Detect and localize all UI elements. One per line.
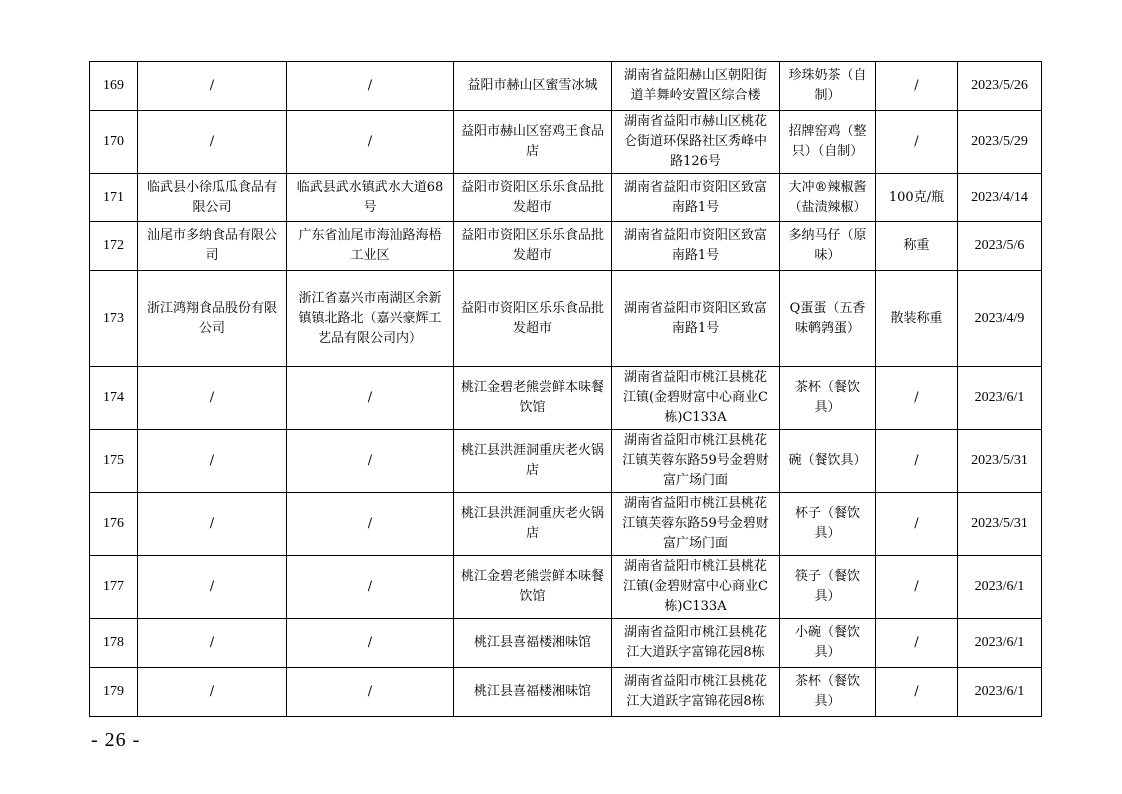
production-date-cell: 2023/6/1 — [958, 619, 1042, 668]
production-date-cell: 2023/4/9 — [958, 271, 1042, 367]
producer-name-cell: 临武县小徐瓜瓜食品有限公司 — [138, 174, 287, 222]
producer-address-cell: / — [287, 619, 454, 668]
product-name-cell: Q蛋蛋（五香味鹌鹑蛋） — [780, 271, 876, 367]
table-row — [90, 430, 1042, 493]
producer-name-cell: / — [138, 430, 287, 493]
producer-name-cell: / — [138, 619, 287, 668]
row-number-cell: 172 — [90, 222, 138, 271]
seller-name-cell: 桃江金碧老熊尝鲜本味餐饮馆 — [454, 556, 612, 619]
producer-address-cell: / — [287, 62, 454, 111]
specification-cell: 散装称重 — [876, 271, 958, 367]
producer-name-cell: 汕尾市多纳食品有限公司 — [138, 222, 287, 271]
seller-address-cell: 湖南省益阳赫山区朝阳街道羊舞岭安置区综合楼 — [612, 62, 780, 111]
seller-address-cell: 湖南省益阳市桃江县桃花江大道跃字富锦花园8栋 — [612, 668, 780, 717]
producer-name-cell: / — [138, 556, 287, 619]
seller-address-cell: 湖南省益阳市资阳区致富南路1号 — [612, 271, 780, 367]
production-date-cell: 2023/5/26 — [958, 62, 1042, 111]
seller-address-cell: 湖南省益阳市桃江县桃花江镇(金碧财富中心商业C栋)C133A — [612, 367, 780, 430]
production-date-cell: 2023/6/1 — [958, 556, 1042, 619]
seller-name-cell: 益阳市资阳区乐乐食品批发超市 — [454, 222, 612, 271]
table-row — [90, 174, 1042, 222]
row-number-cell: 174 — [90, 367, 138, 430]
producer-name-cell: / — [138, 668, 287, 717]
production-date-cell: 2023/5/6 — [958, 222, 1042, 271]
product-name-cell: 大冲®辣椒酱（盐渍辣椒） — [780, 174, 876, 222]
row-number-cell: 175 — [90, 430, 138, 493]
specification-cell: / — [876, 62, 958, 111]
table-body — [90, 62, 1042, 717]
production-date-cell: 2023/5/31 — [958, 493, 1042, 556]
producer-address-cell: / — [287, 493, 454, 556]
product-name-cell: 小碗（餐饮具） — [780, 619, 876, 668]
product-name-cell: 茶杯（餐饮具） — [780, 668, 876, 717]
producer-address-cell: / — [287, 556, 454, 619]
row-number-cell: 177 — [90, 556, 138, 619]
specification-cell: / — [876, 493, 958, 556]
seller-name-cell: 桃江县洪涯洞重庆老火锅店 — [454, 493, 612, 556]
table-row — [90, 668, 1042, 717]
product-name-cell: 杯子（餐饮具） — [780, 493, 876, 556]
production-date-cell: 2023/6/1 — [958, 668, 1042, 717]
production-date-cell: 2023/4/14 — [958, 174, 1042, 222]
seller-address-cell: 湖南省益阳市桃江县桃花江镇芙蓉东路59号金碧财富广场门面 — [612, 430, 780, 493]
seller-name-cell: 桃江县喜福楼湘味馆 — [454, 668, 612, 717]
producer-name-cell: / — [138, 62, 287, 111]
row-number-cell: 178 — [90, 619, 138, 668]
table-row — [90, 556, 1042, 619]
production-date-cell: 2023/5/29 — [958, 111, 1042, 174]
specification-cell: 称重 — [876, 222, 958, 271]
specification-cell: / — [876, 556, 958, 619]
specification-cell: / — [876, 111, 958, 174]
producer-address-cell: 临武县武水镇武水大道68号 — [287, 174, 454, 222]
production-date-cell: 2023/5/31 — [958, 430, 1042, 493]
seller-name-cell: 桃江县洪涯洞重庆老火锅店 — [454, 430, 612, 493]
page-number: - 26 - — [91, 729, 141, 751]
table-row — [90, 111, 1042, 174]
row-number-cell: 169 — [90, 62, 138, 111]
producer-address-cell: / — [287, 430, 454, 493]
row-number-cell: 170 — [90, 111, 138, 174]
producer-address-cell: / — [287, 111, 454, 174]
seller-name-cell: 益阳市资阳区乐乐食品批发超市 — [454, 174, 612, 222]
specification-cell: / — [876, 619, 958, 668]
producer-address-cell: / — [287, 367, 454, 430]
table-row — [90, 619, 1042, 668]
product-name-cell: 多纳马仔（原味） — [780, 222, 876, 271]
producer-address-cell: 广东省汕尾市海汕路海梧工业区 — [287, 222, 454, 271]
table-row — [90, 493, 1042, 556]
specification-cell: 100克/瓶 — [876, 174, 958, 222]
product-name-cell: 筷子（餐饮具） — [780, 556, 876, 619]
product-name-cell: 茶杯（餐饮具） — [780, 367, 876, 430]
producer-name-cell: / — [138, 367, 287, 430]
table-row — [90, 222, 1042, 271]
seller-address-cell: 湖南省益阳市桃江县桃花江大道跃字富锦花园8栋 — [612, 619, 780, 668]
specification-cell: / — [876, 668, 958, 717]
product-name-cell: 珍珠奶茶（自制） — [780, 62, 876, 111]
specification-cell: / — [876, 367, 958, 430]
seller-name-cell: 桃江金碧老熊尝鲜本味餐饮馆 — [454, 367, 612, 430]
row-number-cell: 173 — [90, 271, 138, 367]
sampling-results-table — [89, 61, 1042, 717]
producer-address-cell: / — [287, 668, 454, 717]
seller-address-cell: 湖南省益阳市赫山区桃花仑街道环保路社区秀峰中路126号 — [612, 111, 780, 174]
producer-name-cell: 浙江鸿翔食品股份有限公司 — [138, 271, 287, 367]
seller-name-cell: 益阳市赫山区窑鸡王食品店 — [454, 111, 612, 174]
seller-address-cell: 湖南省益阳市桃江县桃花江镇芙蓉东路59号金碧财富广场门面 — [612, 493, 780, 556]
table-row — [90, 62, 1042, 111]
producer-name-cell: / — [138, 111, 287, 174]
seller-address-cell: 湖南省益阳市资阳区致富南路1号 — [612, 222, 780, 271]
seller-name-cell: 桃江县喜福楼湘味馆 — [454, 619, 612, 668]
row-number-cell: 171 — [90, 174, 138, 222]
production-date-cell: 2023/6/1 — [958, 367, 1042, 430]
row-number-cell: 176 — [90, 493, 138, 556]
row-number-cell: 179 — [90, 668, 138, 717]
seller-address-cell: 湖南省益阳市桃江县桃花江镇(金碧财富中心商业C栋)C133A — [612, 556, 780, 619]
specification-cell: / — [876, 430, 958, 493]
table-row — [90, 271, 1042, 367]
product-name-cell: 招牌窑鸡（整只）（自制） — [780, 111, 876, 174]
seller-address-cell: 湖南省益阳市资阳区致富南路1号 — [612, 174, 780, 222]
seller-name-cell: 益阳市资阳区乐乐食品批发超市 — [454, 271, 612, 367]
seller-name-cell: 益阳市赫山区蜜雪冰城 — [454, 62, 612, 111]
product-name-cell: 碗（餐饮具） — [780, 430, 876, 493]
table-row — [90, 367, 1042, 430]
producer-address-cell: 浙江省嘉兴市南湖区余新镇镇北路北（嘉兴豪辉工艺品有限公司内） — [287, 271, 454, 367]
producer-name-cell: / — [138, 493, 287, 556]
